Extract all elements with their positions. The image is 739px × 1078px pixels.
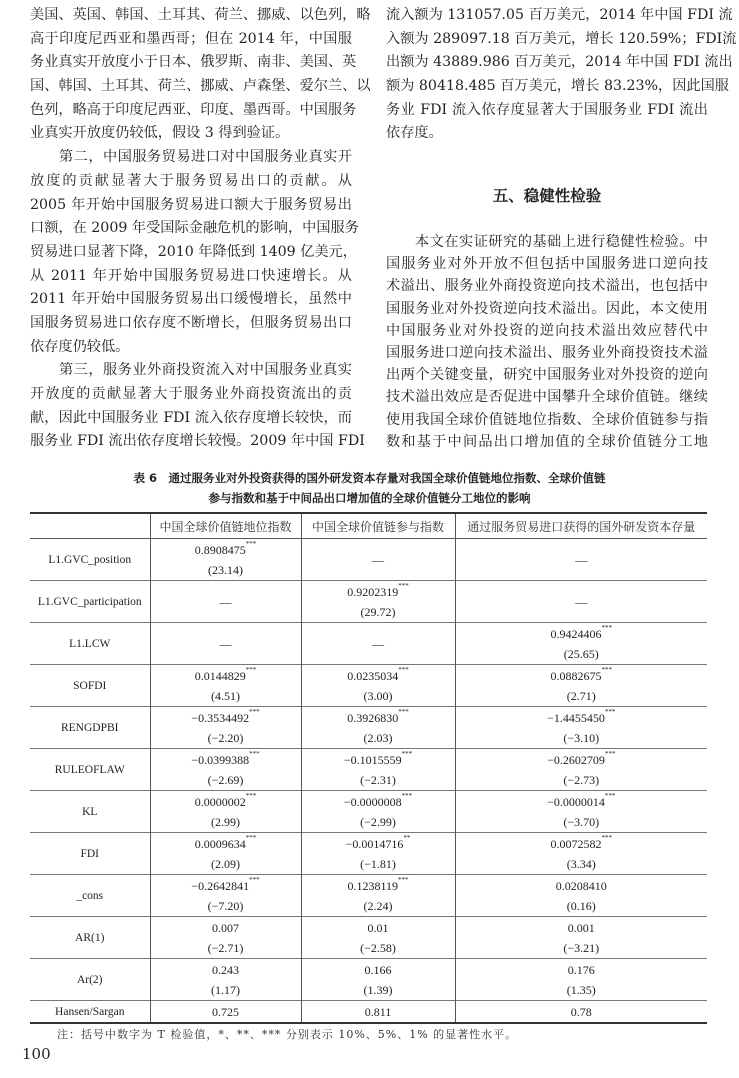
text-line: 数和基于中间品出口增加值的全球价值链分工地 bbox=[386, 433, 708, 450]
text-line: 入额为 289097.18 百万美元，增长 120.59%；FDI流 bbox=[386, 30, 737, 47]
t-statistic: (2.99) bbox=[211, 814, 240, 829]
text-line: 国服务业对外开放不但包括中国服务进口逆向技 bbox=[386, 256, 708, 273]
table-cell bbox=[301, 665, 455, 707]
table-cell bbox=[301, 749, 455, 791]
significance-stars: *** bbox=[245, 665, 257, 674]
text-line: 务业真实开放度小于日本、俄罗斯、南非、美国、英 bbox=[30, 54, 357, 71]
significance-stars: *** bbox=[398, 581, 409, 590]
t-statistic: (−3.21) bbox=[563, 940, 600, 955]
t-statistic: (−2.58) bbox=[360, 940, 396, 955]
header-cell-gvc-participation: 中国全球价值链参与指数 bbox=[301, 513, 455, 539]
coefficient: −0.3534492 bbox=[191, 710, 250, 725]
coefficient: −0.2642841 bbox=[191, 878, 250, 893]
significance-stars: *** bbox=[398, 875, 409, 884]
coefficient: — bbox=[372, 552, 384, 567]
coefficient: — bbox=[372, 636, 384, 651]
coefficient: −1.4455450 bbox=[547, 710, 605, 725]
table-row bbox=[30, 1001, 707, 1024]
text-line: 本文在实证研究的基础上进行稳健性检验。中 bbox=[415, 234, 708, 250]
text-line: 2011 年开始中国服务贸易出口缓慢增长，虽然中 bbox=[30, 291, 352, 308]
text-line: 献，因此中国服务业 FDI 流入依存度增长较快，而 bbox=[30, 409, 352, 426]
coefficient: 0.8908475 bbox=[194, 542, 246, 557]
t-statistic: (−2.73) bbox=[563, 772, 600, 787]
t-statistic: (29.72) bbox=[360, 604, 396, 619]
coefficient: 0.725 bbox=[212, 1004, 239, 1019]
row-label: AR(1) bbox=[30, 917, 150, 959]
table-caption-line-1: 表 6 通过服务业对外投资获得的国外研发资本存量对我国全球价值链地位指数、全球价值链 bbox=[133, 471, 606, 485]
text-line: 色列，略高于印度尼西亚、印度、墨西哥。中国服务 bbox=[30, 101, 357, 118]
table-cell bbox=[301, 707, 455, 749]
coefficient: 0.0000002 bbox=[194, 794, 246, 809]
coefficient: 0.811 bbox=[364, 1004, 392, 1019]
row-label: FDI bbox=[30, 833, 150, 875]
row-label: _cons bbox=[30, 875, 150, 917]
table-caption-line-2: 参与指数和基于中间品出口增加值的全球价值链分工地位的影响 bbox=[208, 491, 531, 505]
t-statistic: (2.09) bbox=[211, 856, 240, 871]
t-statistic: (−2.99) bbox=[360, 814, 396, 829]
section-heading: 五、稳健性检验 bbox=[492, 187, 602, 205]
t-statistic: (0.16) bbox=[566, 898, 596, 913]
header-cell-blank bbox=[30, 513, 150, 539]
significance-stars: *** bbox=[245, 833, 257, 842]
table-cell bbox=[150, 1001, 301, 1024]
significance-stars: *** bbox=[398, 707, 409, 716]
table-cell bbox=[150, 749, 301, 791]
t-statistic: (25.65) bbox=[563, 646, 599, 661]
coefficient: 0.001 bbox=[567, 920, 595, 935]
table-cell bbox=[301, 959, 455, 1001]
text-line: 2005 年开始中国服务贸易进口额大于服务贸易出 bbox=[30, 196, 352, 213]
table-row bbox=[30, 707, 707, 749]
text-line: 使用我国全球价值链地位指数、全球价值链参与指 bbox=[386, 411, 708, 428]
t-statistic: (2.71) bbox=[566, 688, 596, 703]
text-line: 出额为 43889.986 百万美元，2014 年中国 FDI 流出 bbox=[386, 54, 733, 71]
coefficient: 0.0235034 bbox=[347, 668, 399, 683]
t-statistic: (−2.69) bbox=[207, 772, 244, 787]
significance-stars: *** bbox=[601, 665, 612, 674]
text-line: 国、韩国、土耳其、荷兰、挪威、卢森堡、爱尔兰、以 bbox=[30, 78, 371, 95]
coefficient: 0.0009634 bbox=[194, 836, 246, 851]
table-cell bbox=[455, 539, 707, 581]
table-cell bbox=[301, 581, 455, 623]
table-cell bbox=[455, 1001, 707, 1024]
coefficient: 0.9202319 bbox=[347, 584, 399, 599]
table-cell bbox=[301, 917, 455, 959]
header-cell-rd-capital: 通过服务贸易进口获得的国外研发资本存量 bbox=[455, 513, 707, 539]
table-row bbox=[30, 623, 707, 665]
table-cell bbox=[150, 917, 301, 959]
table-cell bbox=[455, 707, 707, 749]
text-line: 口额，在 2009 年受国际金融危机的影响，中国服务 bbox=[30, 220, 359, 237]
significance-stars: *** bbox=[249, 707, 260, 716]
t-statistic: (1.17) bbox=[211, 982, 240, 997]
regression-table bbox=[30, 512, 707, 1024]
text-line: 服务业 FDI 流出依存度增长较慢。2009 年中国 FDI bbox=[30, 433, 365, 450]
table-cell bbox=[455, 791, 707, 833]
coefficient: — bbox=[575, 552, 588, 567]
row-label: SOFDI bbox=[30, 665, 150, 707]
coefficient: 0.3926830 bbox=[347, 710, 399, 725]
text-line: 国服务业对外投资逆向技术溢出。因此，本文使用 bbox=[386, 300, 708, 317]
row-label: L1.GVC_position bbox=[30, 539, 150, 581]
text-line: 第三，服务业外商投资流入对中国服务业真实 bbox=[59, 362, 352, 379]
significance-stars: *** bbox=[249, 875, 260, 884]
coefficient: 0.0208410 bbox=[555, 878, 607, 893]
significance-stars: *** bbox=[604, 791, 616, 800]
table-cell bbox=[301, 833, 455, 875]
left-text-column bbox=[30, 4, 371, 454]
table-row bbox=[30, 875, 707, 917]
text-line: 国服务贸易进口依存度不断增长，但服务贸易出口 bbox=[30, 314, 352, 331]
significance-stars: *** bbox=[604, 749, 616, 758]
table-cell bbox=[301, 875, 455, 917]
table-cell bbox=[455, 959, 707, 1001]
row-label: RENGDPBI bbox=[30, 707, 150, 749]
table-cell bbox=[301, 539, 455, 581]
t-statistic: (−3.70) bbox=[563, 814, 600, 829]
significance-stars: *** bbox=[601, 833, 612, 842]
table-row bbox=[30, 959, 707, 1001]
significance-stars: *** bbox=[604, 707, 616, 716]
t-statistic: (2.24) bbox=[363, 898, 393, 913]
coefficient: −0.2602709 bbox=[547, 752, 605, 767]
text-line: 高于印度尼西亚和墨西哥；但在 2014 年，中国服 bbox=[30, 30, 352, 47]
table-row bbox=[30, 665, 707, 707]
coefficient: — bbox=[219, 636, 232, 651]
table-cell bbox=[455, 833, 707, 875]
page-number: 100 bbox=[22, 1045, 51, 1063]
table-row bbox=[30, 791, 707, 833]
coefficient: 0.78 bbox=[570, 1004, 592, 1019]
text-line: 贸易进口显著下降，2010 年降低到 1409 亿美元， bbox=[30, 243, 357, 260]
text-line: 放度的贡献显著大于服务贸易出口的贡献。从 bbox=[30, 172, 352, 189]
right-text-column-bottom bbox=[386, 231, 708, 453]
table-cell bbox=[150, 581, 301, 623]
row-label: RULEOFLAW bbox=[30, 749, 150, 791]
row-label: Ar(2) bbox=[30, 959, 150, 1001]
table-cell bbox=[150, 791, 301, 833]
text-line: 中国服务业对外投资的逆向技术溢出效应替代中 bbox=[386, 322, 708, 339]
table-cell bbox=[150, 707, 301, 749]
t-statistic: (3.00) bbox=[363, 688, 393, 703]
table-cell bbox=[150, 539, 301, 581]
significance-stars: *** bbox=[601, 623, 612, 632]
table-cell bbox=[455, 875, 707, 917]
t-statistic: (1.35) bbox=[566, 982, 596, 997]
coefficient: −0.0000014 bbox=[547, 794, 605, 809]
coefficient: 0.0882675 bbox=[550, 668, 602, 683]
text-line: 流入额为 131057.05 百万美元，2014 年中国 FDI 流 bbox=[386, 7, 733, 23]
coefficient: — bbox=[575, 594, 588, 609]
significance-stars: ** bbox=[403, 833, 411, 842]
table-cell bbox=[301, 1001, 455, 1024]
text-line: 额为 80418.485 百万美元，增长 83.23%，因此国服 bbox=[386, 78, 729, 95]
t-statistic: (−2.31) bbox=[360, 772, 396, 787]
text-line: 务业 FDI 流入依存度显著大于国服务业 FDI 流出 bbox=[386, 101, 708, 118]
significance-stars: *** bbox=[249, 749, 260, 758]
table-row bbox=[30, 581, 707, 623]
table-cell bbox=[150, 959, 301, 1001]
table-cell bbox=[301, 791, 455, 833]
table-row bbox=[30, 833, 707, 875]
text-line: 技术溢出效应是否促进中国攀升全球价值链。继续 bbox=[386, 389, 708, 406]
table-row bbox=[30, 917, 707, 959]
text-line: 美国、英国、韩国、土耳其、荷兰、挪威、以色列，略 bbox=[30, 7, 371, 23]
coefficient: 0.01 bbox=[367, 920, 389, 935]
right-text-column-top bbox=[386, 4, 737, 146]
t-statistic: (−2.20) bbox=[207, 730, 244, 745]
coefficient: 0.007 bbox=[212, 920, 239, 935]
table-row bbox=[30, 539, 707, 581]
t-statistic: (3.34) bbox=[566, 856, 596, 871]
coefficient: −0.0014716 bbox=[345, 836, 404, 851]
coefficient: 0.166 bbox=[364, 962, 392, 977]
coefficient: — bbox=[219, 594, 232, 609]
significance-stars: *** bbox=[245, 791, 257, 800]
table-cell bbox=[150, 623, 301, 665]
coefficient: 0.176 bbox=[567, 962, 595, 977]
row-label: L1.GVC_participation bbox=[30, 581, 150, 623]
coefficient: 0.243 bbox=[212, 962, 239, 977]
t-statistic: (−2.71) bbox=[207, 940, 244, 955]
t-statistic: (4.51) bbox=[211, 688, 240, 703]
significance-stars: *** bbox=[401, 791, 413, 800]
coefficient: −0.0000008 bbox=[343, 794, 402, 809]
coefficient: 0.9424406 bbox=[550, 626, 602, 641]
text-line: 依存度。 bbox=[386, 125, 443, 142]
text-line: 国服务进口逆向技术溢出、服务业外商投资技术溢 bbox=[386, 344, 708, 361]
t-statistic: (23.14) bbox=[208, 562, 243, 577]
t-statistic: (−7.20) bbox=[207, 898, 244, 913]
table-cell bbox=[150, 665, 301, 707]
row-label: KL bbox=[30, 791, 150, 833]
coefficient: −0.1015559 bbox=[343, 752, 402, 767]
t-statistic: (2.03) bbox=[363, 730, 393, 745]
t-statistic: (−3.10) bbox=[563, 730, 600, 745]
table-cell bbox=[455, 749, 707, 791]
t-statistic: (−1.81) bbox=[360, 856, 396, 871]
text-line: 第二，中国服务贸易进口对中国服务业真实开 bbox=[59, 149, 352, 166]
text-line: 术溢出、服务业外商投资逆向技术溢出，也包括中 bbox=[386, 278, 708, 295]
table-row bbox=[30, 749, 707, 791]
text-line: 从 2011 年开始中国服务贸易进口快速增长。从 bbox=[30, 267, 352, 284]
text-line: 依存度仍较低。 bbox=[30, 338, 130, 355]
significance-stars: *** bbox=[401, 749, 413, 758]
row-label: Hansen/Sargan bbox=[30, 1001, 150, 1024]
significance-stars: *** bbox=[245, 539, 257, 548]
text-line: 业真实开放度仍较低，假设 3 得到验证。 bbox=[30, 125, 290, 142]
significance-stars: *** bbox=[398, 665, 409, 674]
header-cell-gvc-position: 中国全球价值链地位指数 bbox=[150, 513, 301, 539]
coefficient: 0.0072582 bbox=[550, 836, 602, 851]
table-cell bbox=[455, 665, 707, 707]
table-cell bbox=[150, 875, 301, 917]
coefficient: −0.0399388 bbox=[191, 752, 250, 767]
text-line: 出两个关键变量，研究中国服务业对外投资的逆向 bbox=[386, 367, 708, 384]
table-cell bbox=[455, 623, 707, 665]
coefficient: 0.0144829 bbox=[194, 668, 246, 683]
table-note: 注：括号中数字为 T 检验值，*、**、*** 分别表示 10%、5%、1% 的显著性水平。 bbox=[57, 1028, 518, 1041]
table-header-row bbox=[30, 513, 707, 539]
row-label: L1.LCW bbox=[30, 623, 150, 665]
text-line: 开放度的贡献显著大于服务业外商投资流出的贡 bbox=[30, 386, 352, 402]
table-cell bbox=[455, 917, 707, 959]
table-cell bbox=[455, 581, 707, 623]
coefficient: 0.1238119 bbox=[347, 878, 399, 893]
table-cell bbox=[301, 623, 455, 665]
table-cell bbox=[150, 833, 301, 875]
t-statistic: (1.39) bbox=[363, 982, 393, 997]
